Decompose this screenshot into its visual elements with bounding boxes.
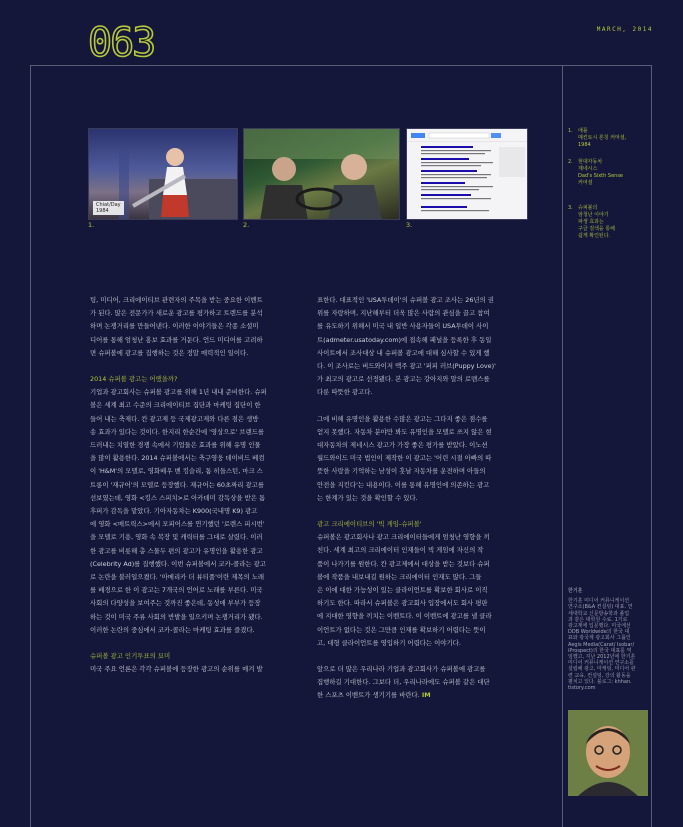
figure-3-google-search-screenshot [406,128,528,220]
drivers-illustration [244,129,400,220]
dateline: MARCH, 2014 [596,26,653,33]
celebrity-ads-paragraph: 그에 비해 유명인을 활용한 수많은 광고는 그다지 좋은 점수를 얻지 못했다. 자동차 분야만 봐도 유명인을 모델로 쓰지 않은 현 대자동차의 제네시스 광고가 가장 좋은 평가를 받았다. 이노션 월드와이드 미국 법인이 제작한 이 광고는 '어린 시절 아빠의 따 뜻한 사랑을 기억하는 남성이 훗날 자동차를 운전하며 아들의 안전을 지킨다'는 내용이다. 이를 통해 유명인에 의존하는 광고 는 한계가 있는 것을 확인할 수 있다. [317,414,492,502]
section-2-paragraph: 미국 주요 언론은 각각 슈퍼볼에 등장한 광고의 순위를 매겨 발 [90,665,263,674]
intro-paragraph: 팅, 미디어, 크리에이티브 관련자의 주목을 받는 중요한 이벤트 가 된다. 많은 전문가가 새로운 광고를 평가하고 트렌드를 분석 하며 논쟁거리를 만들어낸다. 이러한 이야기들은 각종 소셜미 디어를 통해 엄청난 홍보 효과를 거둔다. 언드 미디어를 고려하 면 슈퍼볼에 광고를 집행하는 것은 정말 매력적인 일이다. [90,296,263,357]
figure-3-number: 3. [406,221,413,229]
figure-1-number: 1. [88,221,95,229]
sidebar-divider [562,65,563,827]
figure-2-genesis-commercial-still [243,128,400,220]
author-bio: 한기훈 한기훈 미디어 커뮤니케이션 연구소(B&A 컨설팅) 대표. 연 세대학교 신문방송학과 졸업 과 같은 대학원 수료. 1기로 광고계에 입문했다. 미국에선 DDB Worldwide의 한국 대 표와 광국계 광고회사 그룹인 Aegis Media(Carat/ Isobar/ iProspect)의 한국 대표를 역 임했고, 지난 2012년에 한기훈 미디어 커뮤니케이션 연구소를 설립해 광고, 마케팅, 미디어 관 련 교육, 컨설팅, 강의 활동을 펼치고 있다. 블로그: khhan. tistory.com [568,588,648,691]
big-game-paragraph: 슈퍼볼은 광고회사나 광고 크리에이터들에게 엄청난 영향을 끼 친다. 세계 최고의 크리에이터 인재들이 빅 게임에 자신의 작 품이 나가기를 원한다. 칸 광고제에서 대상을 받는 것보다 슈퍼 볼에 작품을 내보내길 원하는 크리에이터 인재도 많다. 그들 은 이에 대한 가능성이 있는 클라이언트를 확보한 회사로 이직 하기도 한다. 따라서 슈퍼볼은 광고회사 입장에서도 회사 평판 에 지대한 영향을 끼치는 이벤트다. 이 이벤트에 광고를 낼 클라 이언트가 없다는 것은 그만큼 인재를 확보하기 어렵다는 뜻이 고, 대형 클라이언트를 영입하기 어렵다는 이야기다. [317,533,492,647]
author-name: 한기훈 [568,588,583,594]
section-1-paragraph: 기업과 광고회사는 슈퍼볼 광고를 위해 1년 내내 준비한다. 슈퍼 볼은 세계 최고 수준의 크리에이티브 집단과 마케팅 집단이 한 들어 내는 축제다. 칸 광고제 등 국제광고제와 다른 점은 생방 송 효과가 있다는 것이다. 한지리 한순간에 '영상으로' 브랜드를 드러내는 치열한 경쟁 속에서 기업들은 효과를 위해 유명 인물 을 많이 활용한다. 2014 슈퍼볼에서는 축구영웅 데이비드 베컴 이 'H&M'의 모델로, 영화배우 벤 킹슬리, 톰 히들스턴, 마크 스 트롱이 '재규어'의 모델로 등장했다. 재규어는 60초짜리 광고를 선보였는데, 영화 <킹스 스피치>로 아카데미 감독상을 받은 톰 후퍼가 감독을 맡았다. 기아자동차는 K900(국내명 K9) 광고 에 영화 <매트릭스>에서 모피어스를 연기했던 '로렌스 피시번' 을 모델로 기용, 영화 속 복장 및 캐릭터를 그대로 살렸다. 이러 한 광고를 비롯해 총 스물두 편의 광고가 유명인을 활용한 광고 (Celebrity Ad)를 집행했다. 이번 슈퍼볼에서 코카-콜라는 광고 로 논란을 불러일으켰다. '아메리카 더 뷰티풀'이란 제목의 노래 를 배경으로 한 이 광고는 7개국의 언어로 노래를 부른다. 미국 사회의 다양성을 보여주는 것까진 좋은데, 동성애 부부가 등장 하는 것이 미국 주류 사회의 반발을 일으키며 논쟁거리가 됐다. 이러한 논란의 중심에서 코카-콜라는 마케팅 효과를 즐겼다. [90,388,267,634]
page-number-graphic [88,22,168,62]
figure-2-number: 2. [243,221,250,229]
figure-1-apple-1984-still [88,128,238,220]
search-results-illustration [407,129,528,220]
section-heading-big-game: 광고 크리에이티브의 '빅 게임-슈퍼볼' [317,520,422,529]
article-column-2 [317,294,539,716]
section-heading-2014-superbowl: 2014 슈퍼볼 광고는 어땠을까? [90,375,178,384]
author-portrait [568,710,648,796]
svg-text:063: 063 [88,22,155,62]
usa-today-paragraph: 표한다. 대표적인 'USA투데이'의 슈퍼볼 광고 조사는 26년의 권 위를 자랑하며, 지난해부터 더욱 많은 사람의 관심을 끌고 참여 를 유도하기 위해서 미국 내 일반 사용자들이 USA투데이 사이 트(admeter.usatoday.com)에 접속해 패널을 등록한 후 동일 사이트에서 조사대상 내 슈퍼볼 광고에 대해 심사할 수 있게 했 다. 이 조사로는 버드와이저 맥주 광고 '퍼피 러브(Puppy Love)' 가 최고의 광고로 선정됐다. 본 광고는 강아지와 말의 로맨스를 다룬 따뜻한 광고다. [317,296,496,397]
page-number [88,22,168,62]
author-caricature [568,710,648,796]
figure-1-credit: Chiat/Day 1984 [93,201,124,215]
section-heading-popularity-vote: 슈퍼볼 광고 인기투표의 묘미 [90,652,171,661]
article-column-1 [90,294,312,689]
end-mark: IM [421,691,431,700]
closing-paragraph: 앞으로 더 많은 우리나라 기업과 광고회사가 슈퍼볼에 광고를 집행하길 기대한다. 그보다 더, 우리나라에도 슈퍼볼 같은 대단 한 스포츠 이벤트가 생기기를 바란다. IM [317,665,490,700]
